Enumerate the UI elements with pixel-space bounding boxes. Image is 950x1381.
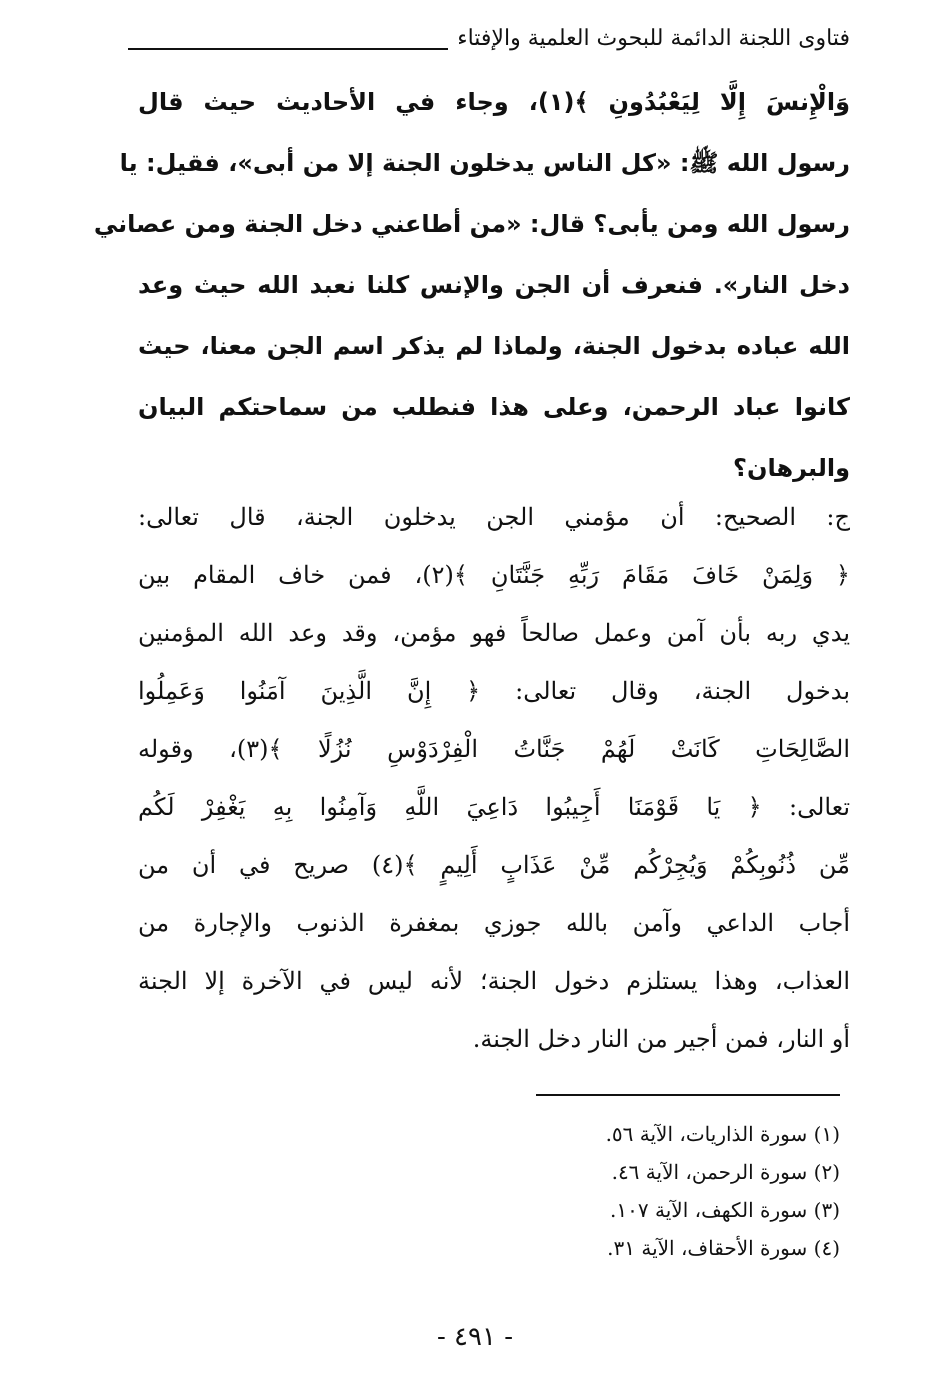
header-rule xyxy=(128,48,448,50)
question-paragraph xyxy=(93,72,850,499)
question-line: والبرهان؟ xyxy=(733,454,850,482)
question-line: الله عباده بدخول الجنة، ولماذا لم يذكر اسم الجن معنا، حيث xyxy=(138,332,850,360)
question-line: وَالْإِنسَ إِلَّا لِيَعْبُدُونِ ﴾(١)، وجاء في الأحاديث حيث قال xyxy=(138,88,850,116)
footnote-item: (١) سورة الذاريات، الآية ٥٦. xyxy=(605,1122,840,1146)
answer-paragraph xyxy=(138,488,850,1068)
footnote-item: (٣) سورة الكهف، الآية ١٠٧. xyxy=(610,1198,840,1222)
question-line: رسول الله ﷺ: «كل الناس يدخلون الجنة إلا من أبى»، فقيل: يا xyxy=(119,149,850,177)
answer-line: مِّن ذُنُوبِكُمْ وَيُجِرْكُم مِّنْ عَذَابٍ أَلِيمٍ ﴾(٤) صريح في أن من xyxy=(138,851,850,879)
question-line: رسول الله ومن يأبى؟ قال: «من أطاعني دخل الجنة ومن عصاني xyxy=(93,210,850,238)
footnote-separator xyxy=(536,1094,840,1096)
footnotes xyxy=(440,1115,840,1267)
answer-line: أجاب الداعي وآمن بالله جوزي بمغفرة الذنوب والإجارة من xyxy=(138,909,850,937)
footnote-item: (٤) سورة الأحقاف، الآية ٣١. xyxy=(607,1236,840,1260)
answer-line: يدي ربه بأن آمن وعمل صالحاً فهو مؤمن، وقد وعد الله المؤمنين xyxy=(138,619,850,647)
answer-line: الصَّالِحَاتِ كَانَتْ لَهُمْ جَنَّاتُ الْفِرْدَوْسِ نُزُلًا ﴾(٣)، وقوله xyxy=(138,735,850,763)
running-header xyxy=(128,26,850,60)
header-title: فتاوى اللجنة الدائمة للبحوث العلمية والإفتاء xyxy=(457,26,850,51)
answer-line: ﴿ وَلِمَنْ خَافَ مَقَامَ رَبِّهِ جَنَّتَانِ ﴾(٢)، فمن خاف المقام بين xyxy=(138,561,850,589)
footnote-item: (٢) سورة الرحمن، الآية ٤٦. xyxy=(611,1160,840,1184)
question-line: دخل النار». فنعرف أن الجن والإنس كلنا نعبد الله حيث وعد xyxy=(138,271,850,299)
answer-line: ج: الصحيح: أن مؤمني الجن يدخلون الجنة، قال تعالى: xyxy=(138,503,850,531)
answer-line: تعالى: ﴿ يَا قَوْمَنَا أَجِيبُوا دَاعِيَ اللَّهِ وَآمِنُوا بِهِ يَغْفِرْ لَكُم xyxy=(138,793,850,821)
page-number: - ٤٩١ - xyxy=(436,1322,514,1352)
answer-line: بدخول الجنة، وقال تعالى: ﴿ إِنَّ الَّذِينَ آمَنُوا وَعَمِلُوا xyxy=(138,677,850,705)
answer-line: أو النار، فمن أجير من النار دخل الجنة. xyxy=(472,1025,850,1053)
question-line: كانوا عباد الرحمن، وعلى هذا فنطلب من سماحتكم البيان xyxy=(138,393,850,421)
answer-line: العذاب، وهذا يستلزم دخول الجنة؛ لأنه ليس في الآخرة إلا الجنة xyxy=(138,967,850,995)
